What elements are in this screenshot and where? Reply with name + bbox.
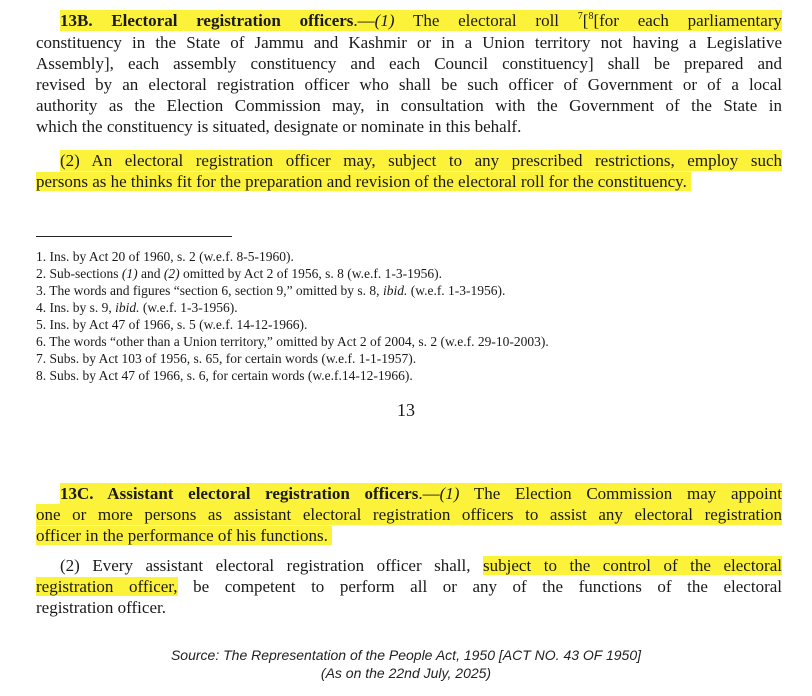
s13c-dash: .—: [418, 484, 440, 503]
s13c-line-1: [60, 483, 782, 504]
footnote-4-i: ibid.: [115, 300, 140, 315]
footnote-3: [36, 282, 505, 299]
s13c-line-3-text: officer in the performance of his functions.: [36, 526, 332, 545]
s13c-line-2: one or more persons as assistant electoral registration officers to assist any electoral registration: [36, 505, 782, 524]
s13c-line-3: [36, 525, 332, 546]
footnote-2-b: and: [137, 266, 164, 281]
s13c-para2-line-1: [60, 555, 782, 576]
s13b-l1-text: The electoral roll: [394, 11, 578, 30]
s13b-para2-line-1: (2) An electoral registration officer may, subject to any prescribed restrictions, employ such: [60, 151, 782, 170]
s13b-line-5: authority as the Election Commission may, in consultation with the Government of the State in: [36, 96, 782, 115]
s13c-para2-line-3: registration officer.: [36, 598, 166, 617]
s13b-l1-tail: [for each parliamentary: [593, 11, 782, 30]
footnote-2-i1: (1): [121, 266, 138, 281]
footnote-2-c: omitted by Act 2 of 1956, s. 8 (w.e.f. 1-3-1956).: [179, 266, 442, 281]
s13b-para2-line-2-text: persons as he thinks fit for the preparation and revision of the electoral roll for the constituency.: [36, 172, 691, 191]
footnote-3-i: ibid.: [382, 283, 408, 298]
footnote-4: [36, 299, 238, 316]
s13c-sub1: (1): [439, 484, 460, 503]
footnote-6: 6. The words “other than a Union territory,” omitted by Act 2 of 2004, s. 2 (w.e.f. 29-10-2003).: [36, 334, 549, 349]
s13c-para2-highlight-1: subject to the control of the electoral: [483, 556, 782, 575]
s13c-para2-rest: be competent to perform all or any of the functions of the electoral: [177, 577, 782, 596]
footnote-ref-8: 8: [588, 11, 594, 22]
s13b-dash: .—: [353, 11, 375, 30]
s13b-sub1: (1): [374, 11, 395, 30]
footnote-1: 1. Ins. by Act 20 of 1960, s. 2 (w.e.f. 8-5-1960).: [36, 249, 294, 264]
s13c-l1-text: The Election Commission may appoint: [459, 484, 782, 503]
footnote-5: 5. Ins. by Act 47 of 1966, s. 5 (w.e.f. 14-12-1966).: [36, 317, 308, 332]
s13b-line-1: [60, 10, 782, 31]
s13b-line-4: revised by an electoral registration officer who shall be such officer of Government or of a local: [36, 75, 782, 94]
page-number: 13: [397, 400, 415, 420]
footnote-2-a: 2. Sub-sections: [36, 266, 122, 281]
s13b-heading: 13B. Electoral registration officers: [60, 11, 354, 30]
s13b-para2-line-2: [36, 171, 691, 192]
footnote-3-b: (w.e.f. 1-3-1956).: [407, 283, 506, 298]
s13c-para2-highlight-2: registration officer,: [36, 577, 178, 596]
footnote-3-a: 3. The words and figures “section 6, section 9,” omitted by s. 8,: [36, 283, 383, 298]
footnote-8: 8. Subs. by Act 47 of 1966, s. 6, for certain words (w.e.f.14-12-1966).: [36, 368, 413, 383]
footnote-4-a: 4. Ins. by s. 9,: [36, 300, 116, 315]
footnote-divider: [36, 236, 232, 237]
footnote-ref-7: 7: [577, 11, 583, 22]
footnote-4-b: (w.e.f. 1-3-1956).: [139, 300, 238, 315]
s13c-para2-lead: (2) Every assistant electoral registration officer shall,: [60, 556, 484, 575]
s13b-line-3: Assembly], each assembly constituency and each Council constituency] shall be prepared and: [36, 54, 782, 73]
s13c-heading: 13C. Assistant electoral registration officers: [60, 484, 419, 503]
source-caption-line-1: Source: The Representation of the People Act, 1950 [ACT NO. 43 OF 1950]: [170, 647, 642, 663]
footnote-7: 7. Subs. by Act 103 of 1956, s. 65, for certain words (w.e.f. 1-1-1957).: [36, 351, 417, 366]
footnote-2-i2: (2): [163, 266, 180, 281]
s13b-line-6: which the constituency is situated, designate or nominate in this behalf.: [36, 117, 522, 136]
source-caption-line-2: (As on the 22nd July, 2025): [320, 665, 492, 681]
s13b-bracket: [: [582, 11, 589, 30]
s13c-para2-line-2: [36, 576, 782, 597]
footnote-2: [36, 265, 442, 282]
s13b-line-2: constituency in the State of Jammu and Kashmir or in a Union territory not having a Legislative: [36, 33, 782, 52]
